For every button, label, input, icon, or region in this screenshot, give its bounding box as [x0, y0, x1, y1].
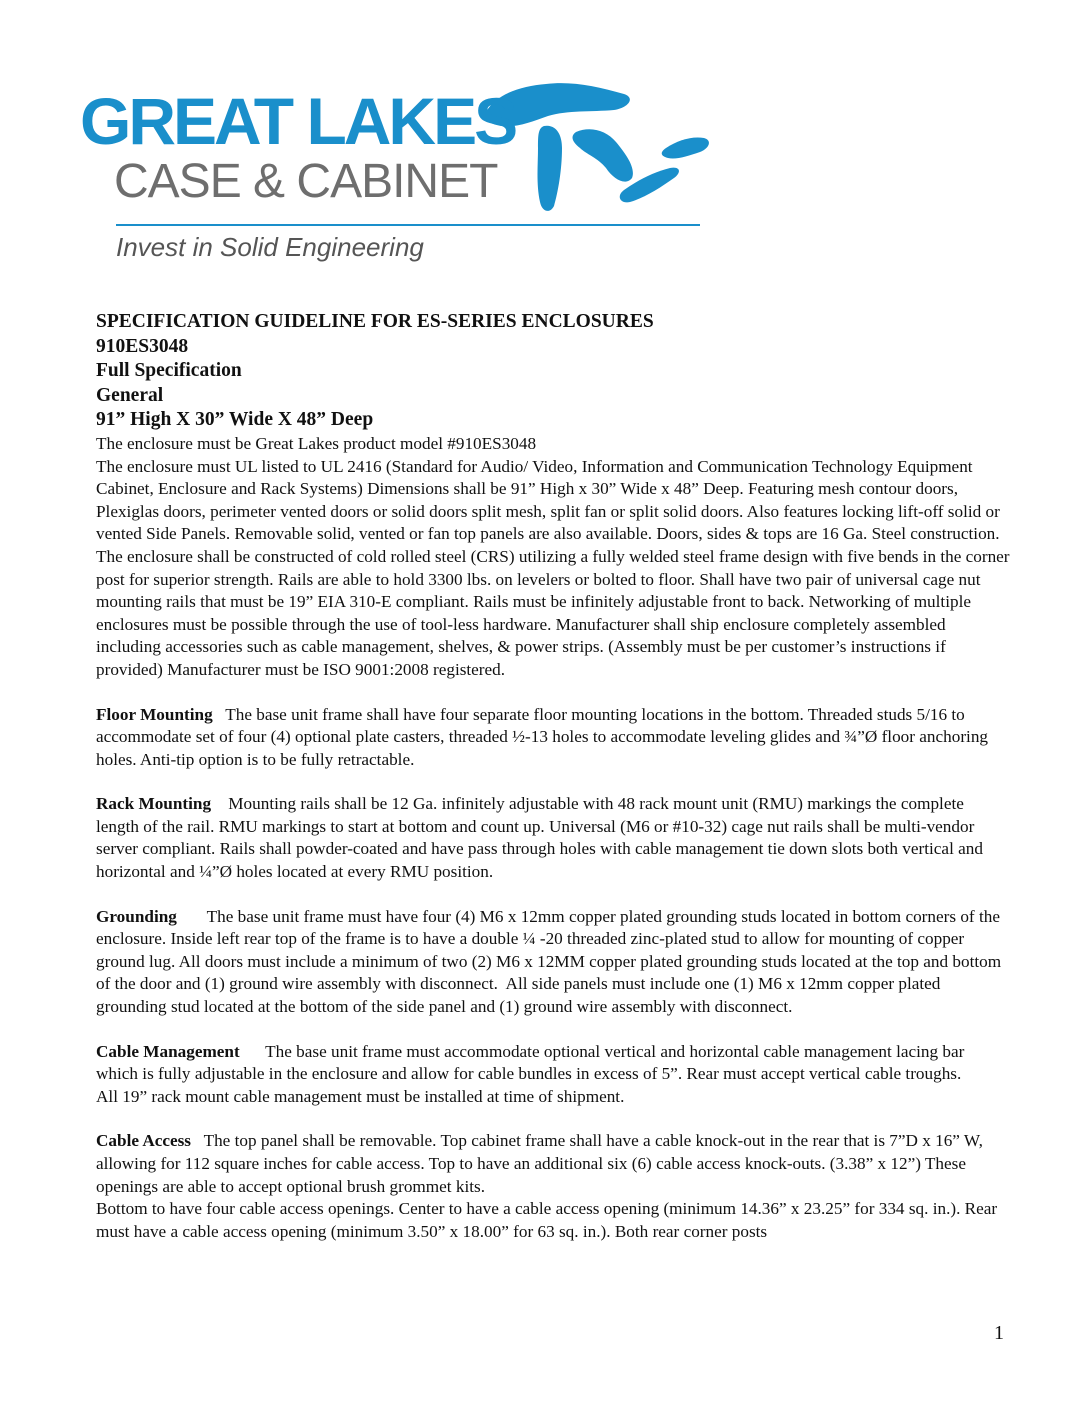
cable-management-label: Cable Management [96, 1041, 240, 1061]
grounding-label: Grounding [96, 906, 177, 926]
dimensions-heading: 91” High X 30” Wide X 48” Deep [96, 409, 374, 431]
cable-access-paragraph [96, 1130, 1010, 1198]
cable-access-label: Cable Access [96, 1131, 191, 1151]
cable-management-paragraph [96, 1041, 1010, 1086]
logo-divider [116, 224, 700, 226]
logo-line-great-lakes: GREAT LAKES [80, 84, 516, 158]
logo-tagline: Invest in Solid Engineering [116, 232, 424, 262]
specification-body [96, 310, 1010, 1243]
page-number: 1 [994, 1322, 1004, 1344]
cable-access-line2: Bottom to have four cable access openings. Center to have a cable access opening (minimum 14.36” x 23.25” for 334 sq. in.). Rear must have a cable access opening (minimum 3.50” x 18.00” for 63 sq. in.). Both rear corner posts [96, 1199, 998, 1241]
document-title: SPECIFICATION GUIDELINE FOR ES-SERIES ENCLOSURES [96, 311, 654, 332]
cable-access-text: The top panel shall be removable. Top cabinet frame shall have a cable knock-out in the rear that is 7”D x 16” W, allowing for 112 square inches for cable access. Top to have an additional six (6) cable access knock-outs. (3.38” x 12”) These openings are able to accept optional brush grommet kits. [96, 1131, 988, 1196]
floor-mounting-label: Floor Mounting [96, 704, 213, 724]
cable-management-text: The base unit frame must accommodate optional vertical and horizontal cable management lacing bar which is fully adjustable in the enclosure and allow for cable bundles in excess of 5”. Rear must accept vertical cable troughs. [96, 1041, 969, 1084]
floor-mounting-text: The base unit frame shall have four separate floor mounting locations in the bottom. Threaded studs 5/16 to accommodate set of four (4) optional plate casters, threaded ½-13 holes to accommodate leveling glides and ¾”Ø floor anchoring holes. Anti-tip option is to be fully retractable. [96, 704, 993, 769]
cable-management-line2: All 19” rack mount cable management must be installed at time of shipment. [96, 1086, 625, 1106]
logo-line-case-cabinet: CASE & CABINET [114, 155, 498, 208]
general-model-line: The enclosure must be Great Lakes product model #910ES3048 [96, 433, 537, 453]
general-paragraph: The enclosure must UL listed to UL 2416 (Standard for Audio/ Video, Information and Communication Technology Equipment Cabinet, Enclosure and Rack Systems) Dimensions shall be 91” High x 30” Wide x 48” Deep. Featuring mesh contour doors, Plexiglas doors, perimeter vented doors or solid doors split mesh, split fan or split solid doors. Also features locking lift-off solid or vented Side Panels. Removable solid, vented or fan top panels are also available. Doors, sides & tops are 16 Ga. Steel construction. The enclosure shall be constructed of cold rolled steel (CRS) utilizing a fully welded steel frame design with five bends in the corner post for superior strength. Rails are able to hold 3300 lbs. on levelers or bolted to floor. Shall have two pair of universal cage nut mounting rails that must be 19” EIA 310-E compliant. Rails must be infinitely adjustable front to back. Networking of multiple enclosures must be possible through the use of tool-less hardware. Manufacturer shall ship enclosure completely assembled including accessories such as cable management, shelves, & power strips. (Assembly must be per customer’s instructions if provided) Manufacturer must be ISO 9001:2008 registered. [96, 456, 1010, 679]
rack-mounting-paragraph [96, 793, 1010, 883]
company-logo [76, 72, 716, 272]
grounding-text: The base unit frame must have four (4) M6 x 12mm copper plated grounding studs located in bottom corners of the enclosure. Inside left rear top of the frame is to have a double ¼ -20 threaded zinc-plated stud to allow for mounting of copper ground lug. All doors must include a minimum of two (2) M6 x 12MM copper plated grounding studs located at the top and bottom of the door and (1) ground wire assembly with disconnect. All side panels must include one (1) M6 x 12mm copper plated grounding stud located at the bottom of the side panel and (1) ground wire assembly with disconnect. [96, 906, 1006, 1017]
rack-mounting-label: Rack Mounting [96, 794, 212, 814]
model-number: 910ES3048 [96, 335, 189, 357]
rack-mounting-text: Mounting rails shall be 12 Ga. infinitely adjustable with 48 rack mount unit (RMU) markings the complete length of the rail. RMU markings to start at bottom and count up. Universal (M6 or #10-32) cage nut rails shall be multi-vendor server compliant. Rails shall powder-coated and have pass through holes with cable management tie down slots both vertical and horizontal and ¼”Ø holes located at every RMU position. [96, 794, 988, 882]
floor-mounting-paragraph [96, 704, 1010, 772]
grounding-paragraph [96, 906, 1010, 1019]
full-specification-heading: Full Specification [96, 360, 242, 382]
general-heading: General [96, 384, 164, 406]
